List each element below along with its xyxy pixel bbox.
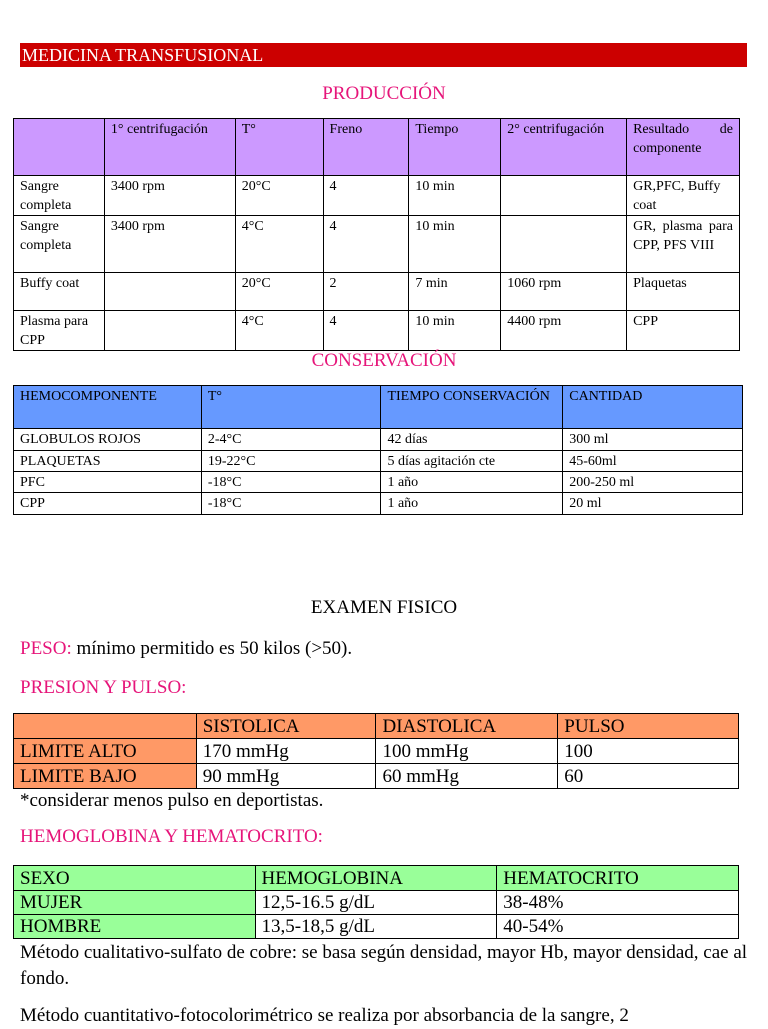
table-cell (104, 311, 235, 351)
table-row (14, 764, 739, 789)
presion-note: *considerar menos pulso en deportistas. (20, 790, 324, 811)
table-cell: 4400 rpm (501, 311, 627, 351)
table-cell: 300 ml (563, 429, 743, 451)
table-row (14, 472, 743, 493)
header-cell: T° (201, 386, 381, 429)
table-cell: CPP (627, 311, 740, 351)
table-row (14, 273, 740, 311)
table-cell: PFC (14, 472, 202, 493)
header-cell: 1° centrifugación (104, 119, 235, 176)
table-cell: 100 mmHg (376, 739, 558, 764)
conservacion-table (13, 385, 743, 515)
header-cell: TIEMPO CONSERVACIÓN (381, 386, 563, 429)
header-cell: Resultado de componente (627, 119, 740, 176)
header-cell: PULSO (558, 714, 739, 739)
table-cell: -18°C (201, 472, 381, 493)
produccion-table (13, 118, 740, 351)
header-cell (14, 119, 105, 176)
table-cell: 7 min (409, 273, 501, 311)
table-cell: 10 min (409, 311, 501, 351)
presion-title: PRESION Y PULSO: (20, 677, 187, 698)
document-title: MEDICINA TRANSFUSIONAL (20, 43, 747, 67)
peso-paragraph (20, 636, 748, 662)
header-cell: 2° centrifugación (501, 119, 627, 176)
table-cell: 10 min (409, 176, 501, 216)
table-cell: Plasma para CPP (14, 311, 105, 351)
section-title-conservacion: CONSERVACIÓN (311, 350, 457, 371)
table-row (14, 311, 740, 351)
table-cell: 4°C (235, 216, 323, 273)
table-cell: 2-4°C (201, 429, 381, 451)
header-cell: CANTIDAD (563, 386, 743, 429)
table-cell: Sangre completa (14, 216, 105, 273)
table-cell: GR, plasma para CPP, PFS VIII (627, 216, 740, 273)
header-cell: SEXO (14, 866, 256, 891)
table-cell: GR,PFC, Buffy coat (627, 176, 740, 216)
header-cell: DIASTOLICA (376, 714, 558, 739)
table-cell (501, 176, 627, 216)
presion-header-row (14, 714, 739, 739)
header-cell: T° (235, 119, 323, 176)
table-cell: 60 mmHg (376, 764, 558, 789)
table-cell: 4 (323, 176, 409, 216)
table-cell: 13,5-18,5 g/dL (255, 915, 497, 939)
table-cell: 20 ml (563, 493, 743, 515)
section-title-produccion: PRODUCCIÓN (322, 83, 446, 104)
table-cell: 19-22°C (201, 451, 381, 472)
table-cell: 5 días agitación cte (381, 451, 563, 472)
table-cell: GLOBULOS ROJOS (14, 429, 202, 451)
table-cell: 20°C (235, 176, 323, 216)
table-cell: 200-250 ml (563, 472, 743, 493)
row-label: HOMBRE (14, 915, 256, 939)
table-cell: 38-48% (497, 891, 739, 915)
peso-label: PESO: (20, 638, 72, 659)
table-row (14, 429, 743, 451)
table-row (14, 216, 740, 273)
table-cell: Plaquetas (627, 273, 740, 311)
table-cell: Sangre completa (14, 176, 105, 216)
header-cell: HEMOGLOBINA (255, 866, 497, 891)
header-cell: HEMOCOMPONENTE (14, 386, 202, 429)
table-row (14, 891, 739, 915)
table-cell: 4 (323, 216, 409, 273)
table-row (14, 176, 740, 216)
table-cell: 42 días (381, 429, 563, 451)
table-cell (501, 216, 627, 273)
row-label: MUJER (14, 891, 256, 915)
table-cell: 12,5-16.5 g/dL (255, 891, 497, 915)
hemoglobina-table (13, 865, 739, 939)
row-label: LIMITE ALTO (14, 739, 197, 764)
table-row (14, 451, 743, 472)
table-cell: 100 (558, 739, 739, 764)
table-row (14, 739, 739, 764)
table-cell: 90 mmHg (196, 764, 376, 789)
peso-text: mínimo permitido es 50 kilos (>50). (71, 638, 353, 659)
header-cell: Tiempo (409, 119, 501, 176)
produccion-header-row (14, 119, 740, 176)
header-cell: SISTOLICA (196, 714, 376, 739)
table-cell: 40-54% (497, 915, 739, 939)
table-cell: 4°C (235, 311, 323, 351)
table-row (14, 915, 739, 939)
table-cell: 4 (323, 311, 409, 351)
table-cell: 3400 rpm (104, 176, 235, 216)
table-cell: -18°C (201, 493, 381, 515)
table-cell: 1 año (381, 493, 563, 515)
table-cell: 45-60ml (563, 451, 743, 472)
hemo-header-row (14, 866, 739, 891)
metodo-cualitativo-paragraph: Método cualitativo-sulfato de cobre: se basa según densidad, mayor Hb, mayor densidad, cae al fondo. (20, 942, 748, 989)
section-title-examen-fisico: EXAMEN FISICO (310, 597, 458, 618)
conservacion-header-row (14, 386, 743, 429)
header-cell (14, 714, 197, 739)
row-label: LIMITE BAJO (14, 764, 197, 789)
header-cell: Freno (323, 119, 409, 176)
table-cell: 1060 rpm (501, 273, 627, 311)
table-cell: 2 (323, 273, 409, 311)
table-cell (104, 273, 235, 311)
table-cell: 170 mmHg (196, 739, 376, 764)
presion-pulso-table (13, 713, 739, 789)
metodo-cuantitativo-paragraph: Método cuantitativo-fotocolorimétrico se realiza por absorbancia de la sangre, 2 (20, 1005, 629, 1026)
table-cell: 1 año (381, 472, 563, 493)
table-cell: Buffy coat (14, 273, 105, 311)
table-cell: 10 min (409, 216, 501, 273)
table-cell: 3400 rpm (104, 216, 235, 273)
table-cell: PLAQUETAS (14, 451, 202, 472)
header-cell: HEMATOCRITO (497, 866, 739, 891)
table-cell: CPP (14, 493, 202, 515)
table-cell: 60 (558, 764, 739, 789)
hemo-title: HEMOGLOBINA Y HEMATOCRITO: (20, 826, 323, 847)
table-row (14, 493, 743, 515)
table-cell: 20°C (235, 273, 323, 311)
